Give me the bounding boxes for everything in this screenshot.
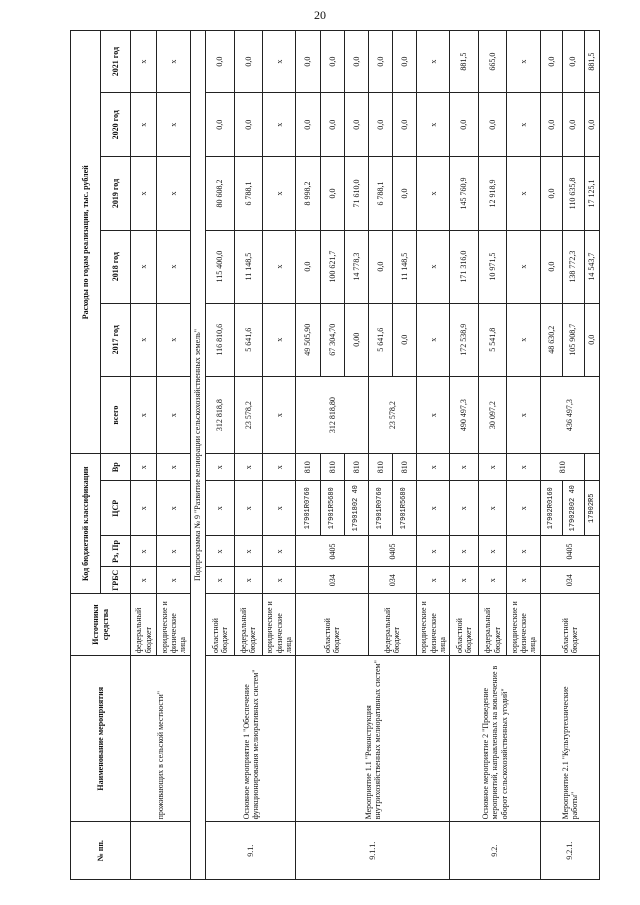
- cell-2019: 80 608,2: [206, 157, 234, 230]
- cell-x: х: [157, 567, 190, 594]
- cell-total: 23 578,2: [234, 376, 262, 454]
- cell-vr: [584, 454, 599, 481]
- header-source: Источники средства: [71, 594, 131, 656]
- cell-2017: 172 538,9: [450, 303, 478, 376]
- cell-total: 312 818,8: [206, 376, 234, 454]
- cell-x: х: [157, 536, 190, 567]
- cell-2019: 71 610,0: [344, 157, 368, 230]
- document-page: [70, 30, 600, 880]
- cell-x: х: [478, 481, 506, 536]
- cell-x: х: [416, 303, 449, 376]
- cell-source: областной бюджет: [206, 594, 234, 656]
- header-grbs: ГРБС: [101, 567, 131, 594]
- cell-total: 436 497,3: [540, 376, 599, 454]
- cell-2019: 6 788,1: [368, 157, 392, 230]
- cell-x: х: [263, 303, 296, 376]
- cell-2017: 0,0: [584, 303, 599, 376]
- cell-x: х: [206, 567, 234, 594]
- cell-vr: 810: [368, 454, 392, 481]
- cell-2020: 0,0: [206, 93, 234, 157]
- cell-x: х: [507, 481, 540, 536]
- cell-x: х: [263, 31, 296, 93]
- cell-2018: 171 316,0: [450, 230, 478, 303]
- cell-2018: 0,0: [540, 230, 562, 303]
- cell-x: х: [263, 230, 296, 303]
- cell-x: х: [416, 567, 449, 594]
- cell-2021: 0,0: [344, 31, 368, 93]
- cell-source: федеральный бюджет: [234, 594, 262, 656]
- cell-csr: 17901R0760: [368, 481, 392, 536]
- table-row: [206, 31, 234, 880]
- header-2020: 2020 год: [101, 93, 131, 157]
- cell-vr: 810: [540, 454, 584, 481]
- cell-rzpr: 0405: [296, 536, 368, 567]
- cell-2021: 0,0: [562, 31, 584, 93]
- cell-2017: 67 304,70: [320, 303, 344, 376]
- cell-2017: 5 541,8: [478, 303, 506, 376]
- cell-2019: 0,0: [540, 157, 562, 230]
- cell-x: х: [131, 567, 157, 594]
- subprogram-title: Подпрограмма № 9 "Развитие мелиорации сельскохозяйственных земель": [190, 31, 205, 880]
- cell-x: х: [263, 93, 296, 157]
- cell-num: 9.1.1.: [296, 822, 450, 880]
- cell-2019: 17 125,1: [584, 157, 599, 230]
- cell-2018: 11 148,5: [392, 230, 416, 303]
- cell-2018: 138 772,3: [562, 230, 584, 303]
- cell-csr: 17902R5: [584, 481, 599, 536]
- cell-x: х: [263, 157, 296, 230]
- cell-2021: 881,5: [584, 31, 599, 93]
- cell-x: х: [206, 536, 234, 567]
- table-row: [296, 31, 320, 880]
- cell-x: х: [131, 93, 157, 157]
- cell-x: х: [157, 230, 190, 303]
- cell-x: х: [131, 481, 157, 536]
- cell-2017: 116 810,6: [206, 303, 234, 376]
- cell-2020: 0,0: [392, 93, 416, 157]
- cell-x: х: [507, 230, 540, 303]
- page-number: 20: [314, 8, 326, 22]
- cell-2018: 10 971,5: [478, 230, 506, 303]
- cell-x: х: [131, 303, 157, 376]
- header-2017: 2017 год: [101, 303, 131, 376]
- cell-x: х: [416, 454, 449, 481]
- cell-x: х: [234, 567, 262, 594]
- cell-2021: 0,0: [320, 31, 344, 93]
- cell-csr: 17901R5680: [320, 481, 344, 536]
- cell-source: областной бюджет: [540, 594, 599, 656]
- cell-2020: 0,0: [234, 93, 262, 157]
- cell-2018: 100 621,7: [320, 230, 344, 303]
- header-vr: Вр: [101, 454, 131, 481]
- cell-x: х: [478, 567, 506, 594]
- budget-table: [70, 30, 600, 880]
- cell-name: Основное мероприятие 2 "Проведение мероприятий, направленных на вовлечение в оборот сельскохозяйственных угодий": [450, 656, 540, 822]
- cell-num: 9.2.: [450, 822, 540, 880]
- cell-num: 9.1.: [206, 822, 296, 880]
- cell-x: х: [507, 567, 540, 594]
- cell-2018: 115 400,0: [206, 230, 234, 303]
- cell-csr: 17901R5680: [392, 481, 416, 536]
- cell-x: х: [416, 536, 449, 567]
- cell-2020: 0,0: [368, 93, 392, 157]
- cell-x: х: [234, 536, 262, 567]
- cell-2017: 0,00: [344, 303, 368, 376]
- cell-2020: 0,0: [562, 93, 584, 157]
- header-expenses-group: Расходы по годам реализации, тыс. рублей: [71, 31, 101, 454]
- cell-2021: 0,0: [540, 31, 562, 93]
- cell-csr: 17901802 40: [344, 481, 368, 536]
- cell-x: х: [263, 376, 296, 454]
- cell-2020: 0,0: [584, 93, 599, 157]
- header-2021: 2021 год: [101, 31, 131, 93]
- cell-2019: 145 760,9: [450, 157, 478, 230]
- cell-x: х: [157, 454, 190, 481]
- subprogram-row: [190, 31, 205, 880]
- cell-2017: 5 641,6: [234, 303, 262, 376]
- cell-x: х: [234, 481, 262, 536]
- cell-x: х: [416, 157, 449, 230]
- cell-x: х: [131, 454, 157, 481]
- header-csr: ЦСР: [101, 481, 131, 536]
- cell-total: 23 578,2: [368, 376, 416, 454]
- cell-2019: 8 998,2: [296, 157, 320, 230]
- cell-x: х: [131, 230, 157, 303]
- cell-grbs: 034: [368, 567, 416, 594]
- cell-csr: 17901R0760: [296, 481, 320, 536]
- cell-source: юридические и физические лица: [157, 594, 190, 656]
- header-2019: 2019 год: [101, 157, 131, 230]
- cell-2017: 48 630,2: [540, 303, 562, 376]
- cell-x: х: [416, 481, 449, 536]
- cell-x: х: [157, 376, 190, 454]
- cell-x: х: [131, 536, 157, 567]
- cell-2021: 0,0: [234, 31, 262, 93]
- cell-2017: 5 641,6: [368, 303, 392, 376]
- cell-csr: 17902R0160: [540, 481, 562, 536]
- cell-x: х: [263, 567, 296, 594]
- cell-source: юридические и физические лица: [507, 594, 540, 656]
- cell-x: х: [507, 536, 540, 567]
- cell-2019: 0,0: [392, 157, 416, 230]
- cell-x: х: [157, 157, 190, 230]
- cell-source: федеральный бюджет: [478, 594, 506, 656]
- cell-2021: 0,0: [392, 31, 416, 93]
- cell-vr: 810: [296, 454, 320, 481]
- table-row: [450, 31, 478, 880]
- cell-total: 490 497,3: [450, 376, 478, 454]
- cell-csr: 17902802 40: [562, 481, 584, 536]
- cell-2020: 0,0: [540, 93, 562, 157]
- cell-x: х: [157, 303, 190, 376]
- cell-2020: 0,0: [478, 93, 506, 157]
- cell-2018: 11 148,5: [234, 230, 262, 303]
- cell-x: х: [507, 31, 540, 93]
- cell-vr: 810: [392, 454, 416, 481]
- cell-x: х: [206, 454, 234, 481]
- cell-2021: 665,0: [478, 31, 506, 93]
- cell-source: юридические и физические лица: [263, 594, 296, 656]
- cell-name: Мероприятие 2.1 "Культуртехнические работы": [540, 656, 599, 822]
- cell-x: х: [450, 481, 478, 536]
- cell-2019: 0,0: [320, 157, 344, 230]
- cell-x: х: [478, 536, 506, 567]
- cell-x: х: [131, 376, 157, 454]
- cell-x: х: [507, 157, 540, 230]
- cell-total: 30 097,2: [478, 376, 506, 454]
- cell-x: х: [450, 567, 478, 594]
- cell-2019: 110 635,8: [562, 157, 584, 230]
- cell-source: федеральный бюджет: [131, 594, 157, 656]
- cell-2018: 14 778,3: [344, 230, 368, 303]
- cell-x: х: [131, 31, 157, 93]
- header-2018: 2018 год: [101, 230, 131, 303]
- header-rzpr: Рз, Пр: [101, 536, 131, 567]
- cell-x: х: [507, 454, 540, 481]
- cell-grbs: 034: [540, 567, 599, 594]
- cell-rzpr: 0405: [368, 536, 416, 567]
- cell-2019: 12 918,9: [478, 157, 506, 230]
- cell-2019: 6 788,1: [234, 157, 262, 230]
- cell-x: х: [450, 536, 478, 567]
- cell-x: х: [416, 230, 449, 303]
- header-name: Наименование мероприятия: [71, 656, 131, 822]
- cell-grbs: 034: [296, 567, 368, 594]
- cell-total: 312 818,80: [296, 376, 368, 454]
- cell-x: х: [263, 536, 296, 567]
- cell-num: 9.2.1.: [540, 822, 599, 880]
- cell-2020: 0,0: [296, 93, 320, 157]
- cell-vr: 810: [344, 454, 368, 481]
- cell-x: х: [157, 31, 190, 93]
- cell-2018: 0,0: [368, 230, 392, 303]
- cell-x: х: [263, 454, 296, 481]
- cell-x: х: [416, 93, 449, 157]
- cell-2017: 0,0: [392, 303, 416, 376]
- rotated-table-container: [70, 30, 600, 880]
- cell-x: х: [478, 454, 506, 481]
- table-row: [540, 31, 562, 880]
- cell-x: х: [507, 376, 540, 454]
- cell-rzpr: 0405: [540, 536, 599, 567]
- cell-source: федеральный бюджет: [368, 594, 416, 656]
- cell-x: х: [157, 93, 190, 157]
- cell-x: х: [131, 157, 157, 230]
- cell-2021: 881,5: [450, 31, 478, 93]
- cell-2018: 0,0: [296, 230, 320, 303]
- cell-source: областной бюджет: [296, 594, 368, 656]
- cell-2020: 0,0: [450, 93, 478, 157]
- cell-name: Основное мероприятие 1 "Обеспечение функционирования мелиоративных систем": [206, 656, 296, 822]
- cell-x: х: [507, 93, 540, 157]
- cell-2021: 0,0: [206, 31, 234, 93]
- cell-source: областной бюджет: [450, 594, 478, 656]
- cell-x: х: [507, 303, 540, 376]
- cell-x: х: [234, 454, 262, 481]
- cell-2020: 0,0: [344, 93, 368, 157]
- header-num: № пп.: [71, 822, 131, 880]
- cell-source: юридические и физические лица: [416, 594, 449, 656]
- cell-x: х: [206, 481, 234, 536]
- cell-2017: 49 505,90: [296, 303, 320, 376]
- cell-2020: 0,0: [320, 93, 344, 157]
- header-total: всего: [101, 376, 131, 454]
- cell-name: Мероприятие 1.1 "Реконструкция внутрихозяйственных мелиоративных систем": [296, 656, 450, 822]
- cell-x: х: [416, 31, 449, 93]
- cell-vr: 810: [320, 454, 344, 481]
- cell-x: х: [263, 481, 296, 536]
- cell-x: х: [157, 481, 190, 536]
- header-code-group: Код бюджетной классификации: [71, 454, 101, 594]
- cell-x: х: [450, 454, 478, 481]
- table-row: [131, 31, 157, 880]
- cell-2017: 105 908,7: [562, 303, 584, 376]
- cell-x: х: [416, 376, 449, 454]
- cell-2021: 0,0: [296, 31, 320, 93]
- cell-num: [131, 822, 191, 880]
- cell-2018: 14 543,7: [584, 230, 599, 303]
- cell-2021: 0,0: [368, 31, 392, 93]
- cell-name: проживающих в сельской местности": [131, 656, 191, 822]
